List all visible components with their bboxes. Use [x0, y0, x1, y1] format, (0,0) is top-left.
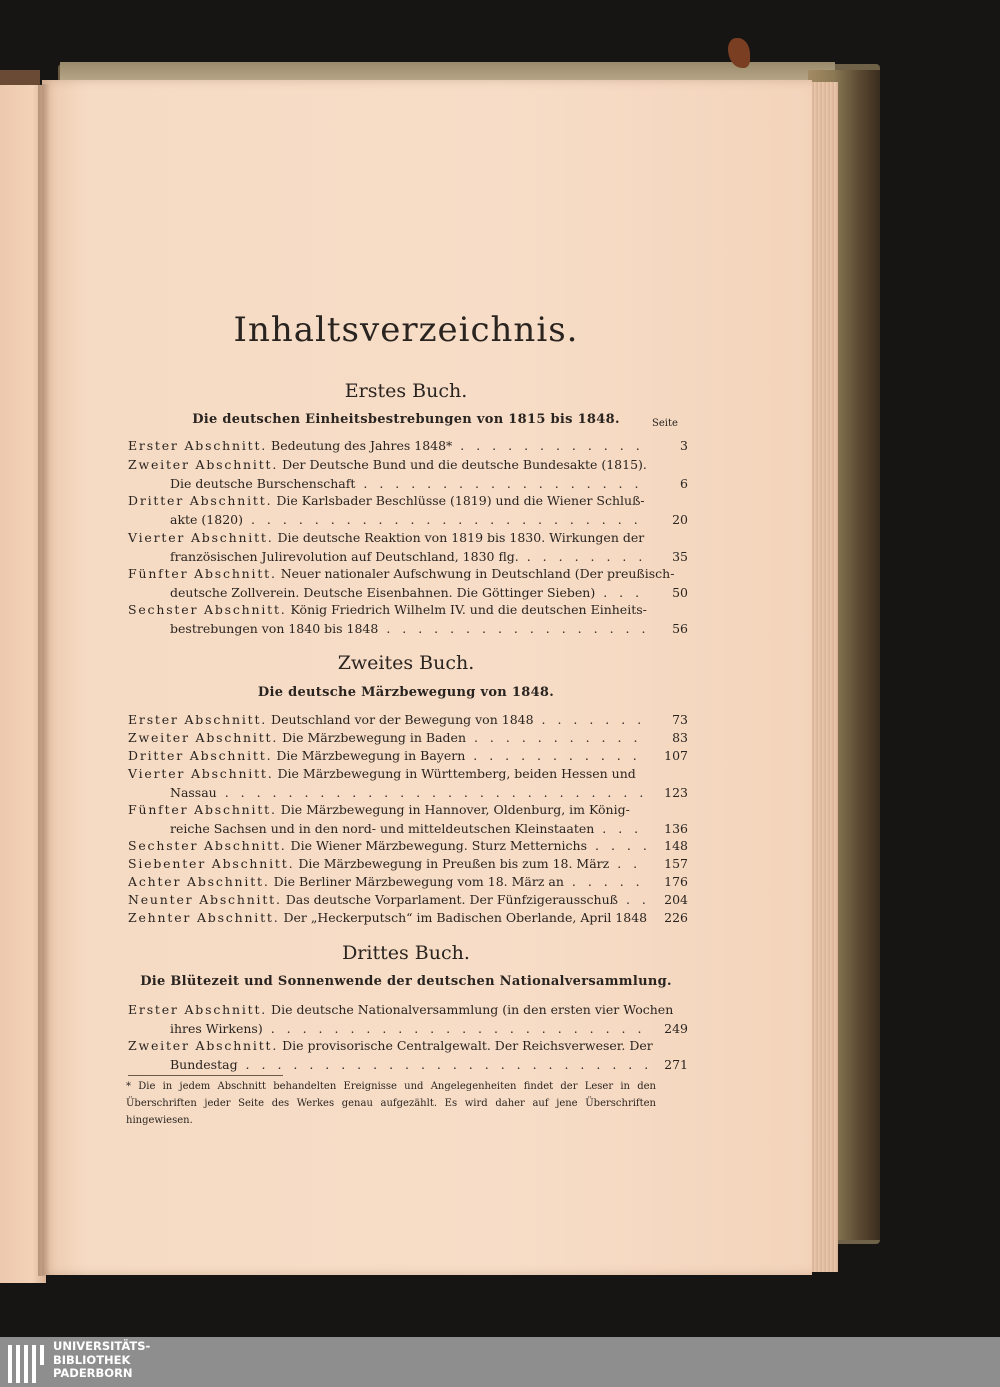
page-number: 107 [664, 748, 688, 763]
page-number: 136 [664, 820, 688, 836]
toc-entry[interactable] [128, 492, 688, 529]
entry-text: Die provisorische Centralgewalt. Der Reichsverweser. Der [282, 1038, 653, 1053]
entry-text: Die Märzbewegung in Baden [282, 730, 466, 745]
section-label: Zweiter Abschnitt. [128, 730, 279, 745]
section-label: Vierter Abschnitt. [128, 530, 274, 545]
entry-text: Die deutsche Nationalversammlung (in den ersten vier Wochen [271, 1002, 674, 1017]
section-label: Achter Abschnitt. [128, 874, 270, 889]
section-label: Siebenter Abschnitt. [128, 856, 295, 871]
page-number: 148 [664, 838, 688, 853]
toc-entry[interactable] [128, 437, 688, 456]
page-title: Inhaltsverzeichnis. [233, 310, 579, 350]
entry-text: Der „Heckerputsch“ im Badischen Oberlande, April 1848 [283, 910, 648, 925]
section-label: Zweiter Abschnitt. [128, 457, 279, 472]
entry-text: Die Märzbewegung in Bayern [276, 748, 466, 763]
toc-entry[interactable] [128, 565, 688, 602]
book-subtitle-1: Die deutschen Einheitsbestrebungen von 1815 bis 1848. [192, 412, 620, 427]
toc-entry[interactable] [128, 456, 688, 493]
section-label: Dritter Abschnitt. [128, 493, 273, 508]
library-banner [0, 1337, 1000, 1387]
section-label: Erster Abschnitt. [128, 1002, 268, 1017]
page-number: 35 [672, 548, 688, 564]
section-label: Fünfter Abschnitt. [128, 802, 277, 817]
page-number: 3 [680, 438, 688, 453]
page-number: 83 [672, 730, 688, 745]
seite-label: Seite [652, 418, 678, 429]
section-label: Neunter Abschnitt. [128, 892, 282, 907]
library-line-1: UNIVERSITÄTS- [53, 1339, 151, 1353]
toc-entry[interactable] [128, 1037, 688, 1074]
book-title-3: Drittes Buch. [342, 942, 470, 964]
section-label: Zehnter Abschnitt. [128, 910, 280, 925]
page-number: 226 [664, 910, 688, 925]
page-number: 249 [664, 1020, 688, 1036]
library-line-3: PADERBORN [53, 1366, 133, 1380]
entry-text: Die Märzbewegung in Hannover, Oldenburg, im König- [280, 802, 630, 817]
toc-entry[interactable] [128, 801, 688, 838]
toc-entry[interactable] [128, 711, 688, 730]
page-number: 50 [672, 584, 688, 600]
entry-text: Die Wiener Märzbewegung. Sturz Metternichs [290, 838, 588, 853]
toc-entry[interactable] [128, 891, 688, 910]
entry-text: Die deutsche Burschenschaft . . . [128, 475, 648, 494]
section-label: Vierter Abschnitt. [128, 766, 274, 781]
toc-entry[interactable] [128, 873, 688, 892]
page-number: 204 [664, 892, 688, 907]
toc-entry[interactable] [128, 747, 688, 766]
toc-entry[interactable] [128, 729, 688, 748]
section-label: Erster Abschnitt. [128, 438, 268, 453]
entry-text: akte (1820) . . . [128, 511, 648, 530]
toc-entry[interactable] [128, 909, 688, 928]
library-name [53, 1340, 150, 1381]
entry-text: Der Deutsche Bund und die deutsche Bundesakte (1815). [282, 457, 647, 472]
section-label: Fünfter Abschnitt. [128, 566, 277, 581]
page-number: 157 [664, 856, 688, 871]
entry-text: Das deutsche Vorparlament. Der Fünfzigerausschuß [285, 892, 618, 907]
book-title-2: Zweites Buch. [337, 652, 475, 674]
section-label: Sechster Abschnitt. [128, 838, 287, 853]
page-number: 123 [664, 784, 688, 800]
book-title-1: Erstes Buch. [344, 380, 468, 402]
entry-text: bestrebungen von 1840 bis 1848 . . . [128, 620, 648, 639]
entry-text: französischen Julirevolution auf Deutschland, 1830 flg. . . . [128, 548, 648, 567]
toc-entry[interactable] [128, 855, 688, 874]
page-number: 20 [672, 511, 688, 527]
book-subtitle-3: Die Blütezeit und Sonnenwende der deutschen Nationalversammlung. [140, 974, 672, 989]
entry-text: Die Karlsbader Beschlüsse (1819) und die Wiener Schluß- [276, 493, 645, 508]
page-number: 56 [672, 620, 688, 636]
book-subtitle-2: Die deutsche Märzbewegung von 1848. [257, 685, 555, 700]
section-label: Erster Abschnitt. [128, 712, 268, 727]
section-label: Dritter Abschnitt. [128, 748, 273, 763]
entry-text: König Friedrich Wilhelm IV. und die deutschen Einheits- [290, 602, 647, 617]
entry-text: Die Märzbewegung in Preußen bis zum 18. März [298, 856, 610, 871]
entry-text: deutsche Zollverein. Deutsche Eisenbahnen. Die Göttinger Sieben) . . . [128, 584, 648, 603]
entry-text: ihres Wirkens) . . . [128, 1020, 648, 1039]
section-label: Sechster Abschnitt. [128, 602, 287, 617]
entry-text: Neuer nationaler Aufschwung in Deutschland (Der preußisch- [280, 566, 675, 581]
toc-entry[interactable] [128, 1001, 688, 1038]
entry-text: Deutschland vor der Bewegung von 1848 [271, 712, 534, 727]
entry-text: Nassau . . . [128, 784, 648, 803]
toc-entry[interactable] [128, 837, 688, 856]
gutter-shadow [38, 84, 50, 1276]
toc-entry[interactable] [128, 765, 688, 802]
footnote: * Die in jedem Abschnitt behandelten Ereignisse und Angelegenheiten findet der Leser in den Überschriften jeder Seite des Werkes genau aufgezählt. Es wird daher auf jene Überschriften hingewiesen. [126, 1081, 656, 1126]
entry-text: reiche Sachsen und in den nord- und mitteldeutschen Kleinstaaten . . . [128, 820, 648, 839]
page-number: 6 [680, 475, 688, 491]
toc-entry[interactable] [128, 601, 688, 638]
entry-text: Die Berliner Märzbewegung vom 18. März an [273, 874, 564, 889]
entry-text: Die Märzbewegung in Württemberg, beiden Hessen und [277, 766, 636, 781]
page-number: 73 [672, 712, 688, 727]
library-logo-icon [8, 1345, 46, 1383]
entry-text: Bedeutung des Jahres 1848* [271, 438, 453, 453]
entry-text: Bundestag . . . [128, 1056, 648, 1075]
section-label: Zweiter Abschnitt. [128, 1038, 279, 1053]
entry-text: Die deutsche Reaktion von 1819 bis 1830. Wirkungen der [277, 530, 645, 545]
library-line-2: BIBLIOTHEK [53, 1352, 131, 1367]
toc-entry[interactable] [128, 529, 688, 566]
page-number: 176 [664, 874, 688, 889]
page-number: 271 [664, 1056, 688, 1072]
footnote-rule [128, 1075, 283, 1076]
